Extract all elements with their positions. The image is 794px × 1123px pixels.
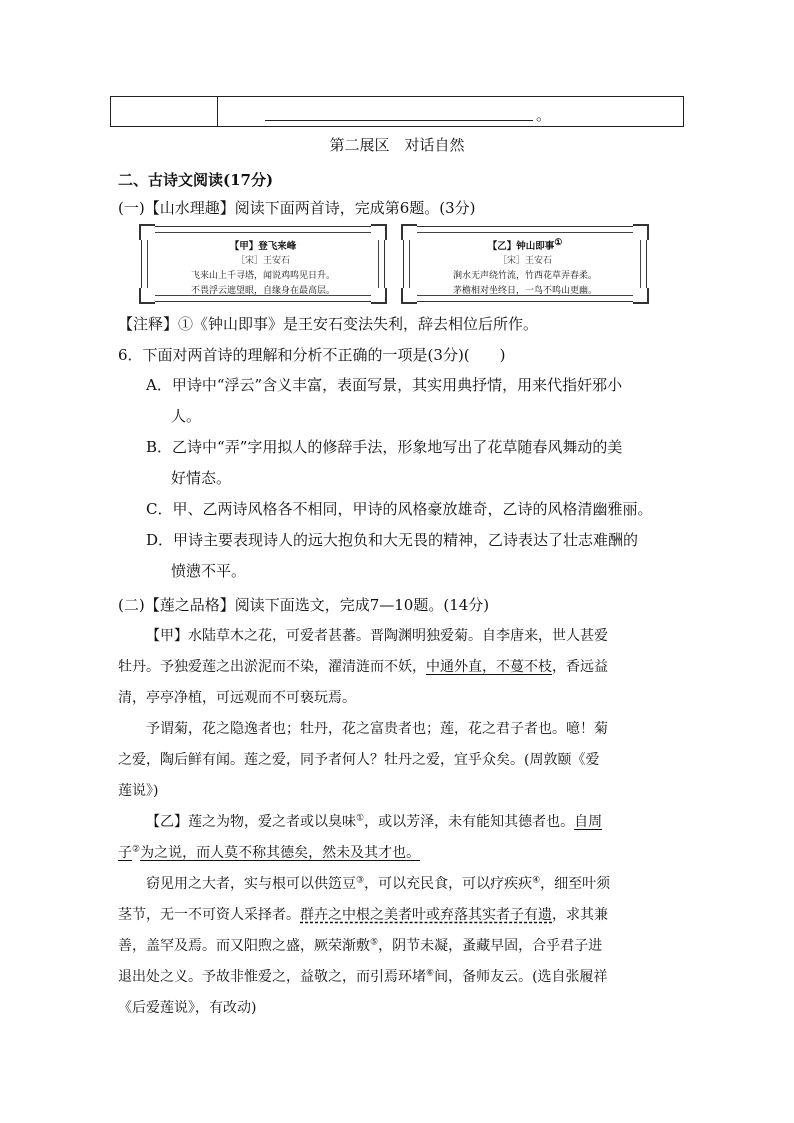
yi-text: ，细至叶须 bbox=[540, 876, 611, 892]
poem-a-line1: 飞来山上千寻塔，闻说鸡鸣见日升。 bbox=[190, 271, 335, 281]
passage-yi-line4 bbox=[118, 904, 608, 924]
q6-option-d[interactable]: D．甲诗主要表现诗人的远大抱负和大无畏的精神，乙诗表达了壮志难酬的 bbox=[146, 531, 639, 549]
poem-b-line1: 涧水无声绕竹流，竹西花草弄春柔。 bbox=[452, 271, 597, 281]
poem-b-title bbox=[404, 238, 646, 252]
yi-note-mark: ④ bbox=[532, 875, 541, 886]
q6-option-b-cont: 好情态。 bbox=[171, 469, 232, 487]
answer-table bbox=[110, 96, 684, 127]
q6-option-b[interactable]: B．乙诗中“弄”字用拟人的修辞手法，形象地写出了花草随春风舞动的美 bbox=[146, 438, 623, 456]
yi-underlined-sentence: 自周 bbox=[574, 814, 603, 830]
yi-text: 茎节，无一不可资人采择者。 bbox=[118, 907, 300, 923]
poem-b-note-mark: ① bbox=[554, 238, 563, 248]
yi-underlined-sentence: 为之说，而人莫不称其德矣，然未及其才也。 bbox=[140, 845, 421, 861]
jia-text: 牡丹。予独爱莲之出淤泥而不染，濯清涟而不妖， bbox=[118, 659, 426, 675]
jia-underlined-sentence: 中通外直，不蔓不枝 bbox=[426, 659, 552, 675]
poem-b-line2: 茅檐相对坐终日，一鸟不鸣山更幽。 bbox=[452, 286, 597, 296]
q6-option-d-cont: 愤懑不平。 bbox=[171, 562, 247, 580]
passage-jia-line6: 莲说》) bbox=[118, 783, 159, 799]
yi-text: ，阴节未凝，蚤藏早固，合乎君子进 bbox=[378, 938, 603, 954]
heading-classical-poetry: 二、古诗文阅读(17分) bbox=[118, 171, 274, 189]
jia-text: ，香远益 bbox=[552, 659, 608, 675]
yi-underlined-sentence: 子 bbox=[118, 845, 132, 861]
passage-jia-line3: 清，亭亭净植，可远观而不可亵玩焉。 bbox=[118, 690, 356, 706]
poem-a-line2: 不畏浮云遮望眼，自缘身在最高层。 bbox=[190, 286, 335, 296]
answer-blank[interactable] bbox=[265, 120, 533, 121]
yi-text: 退出处之义。予故非惟爱之，益敬之，而引焉环堵 bbox=[118, 969, 426, 985]
poem-b-box bbox=[403, 226, 647, 302]
q6-option-c[interactable]: C．甲、乙两诗风格各不相同，甲诗的风格豪放雄奇，乙诗的风格清幽雅丽。 bbox=[146, 500, 653, 518]
answer-period: 。 bbox=[536, 106, 552, 124]
table-column-divider bbox=[217, 97, 218, 126]
passage-jia-line4: 予谓菊，花之隐逸者也；牡丹，花之富贵者也；莲，花之君子者也。噫！菊 bbox=[146, 721, 608, 737]
yi-text: 善，盖罕及焉。而又阳煦之盛，厥荣渐敷 bbox=[118, 938, 370, 954]
yi-text: 【乙】莲之为物，爱之者或以臭味 bbox=[146, 814, 356, 830]
yi-text: ，可以充民食，可以疗疾疢 bbox=[364, 876, 533, 892]
passage-yi-line5 bbox=[118, 935, 602, 955]
part1-intro: (一)【山水理趣】阅读下面两首诗，完成第6题。(3分) bbox=[118, 199, 476, 217]
yi-note-mark: ② bbox=[132, 844, 141, 855]
passage-yi-line2 bbox=[118, 842, 420, 862]
poem-a-author: ［宋］王安石 bbox=[235, 256, 290, 266]
passage-yi-line6 bbox=[118, 966, 608, 986]
poem-b-author: ［宋］王安石 bbox=[497, 256, 552, 266]
yi-text: 窃见用之大者，实与根可以供笾豆 bbox=[146, 876, 356, 892]
annotation-note: 【注释】①《钟山即事》是王安石变法失利，辞去相位后所作。 bbox=[118, 315, 539, 333]
yi-text: ，或以芳泽，未有能知其德者也。 bbox=[364, 814, 575, 830]
section-title: 第二展区 对话自然 bbox=[329, 136, 465, 154]
yi-note-mark: ① bbox=[356, 813, 365, 824]
passage-jia-line5: 之爱，陶后鲜有闻。莲之爱，同予者何人？牡丹之爱，宜乎众矣。(周敦颐《爱 bbox=[118, 752, 600, 768]
q6-option-a[interactable]: A．甲诗中“浮云”含义丰富，表面写景，其实用典抒情，用来代指奸邪小 bbox=[146, 376, 623, 394]
passage-yi-line7: 《后爱莲说》，有改动) bbox=[118, 1000, 257, 1016]
yi-note-mark: ⑥ bbox=[426, 968, 435, 979]
passage-jia-line1: 【甲】水陆草木之花，可爱者甚蕃。晋陶渊明独爱菊。自李唐来，世人甚爱 bbox=[146, 628, 608, 644]
yi-text: 间，备师友云。(选自张履祥 bbox=[434, 969, 608, 985]
poem-a-box bbox=[141, 226, 385, 302]
yi-text: ，求其兼 bbox=[552, 907, 608, 923]
passage-yi-line3 bbox=[146, 873, 610, 893]
part2-intro: (二)【莲之品格】阅读下面选文，完成7—10题。(14分) bbox=[118, 596, 490, 614]
poem-a-title: 【甲】登飞来峰 bbox=[229, 241, 297, 252]
q6-option-a-cont: 人。 bbox=[171, 407, 202, 425]
passage-yi-line1 bbox=[146, 811, 602, 831]
poem-b-title-text: 【乙】钟山即事 bbox=[487, 241, 555, 253]
passage-jia-line2 bbox=[118, 656, 608, 676]
q6-stem: 6．下面对两首诗的理解和分析不正确的一项是(3分)( ) bbox=[118, 346, 506, 364]
yi-note-mark: ③ bbox=[356, 875, 365, 886]
yi-note-mark: ⑤ bbox=[370, 937, 379, 948]
yi-underlined-sentence: 群卉之中根之美者叶或弃落其实者子有遗 bbox=[300, 907, 552, 923]
